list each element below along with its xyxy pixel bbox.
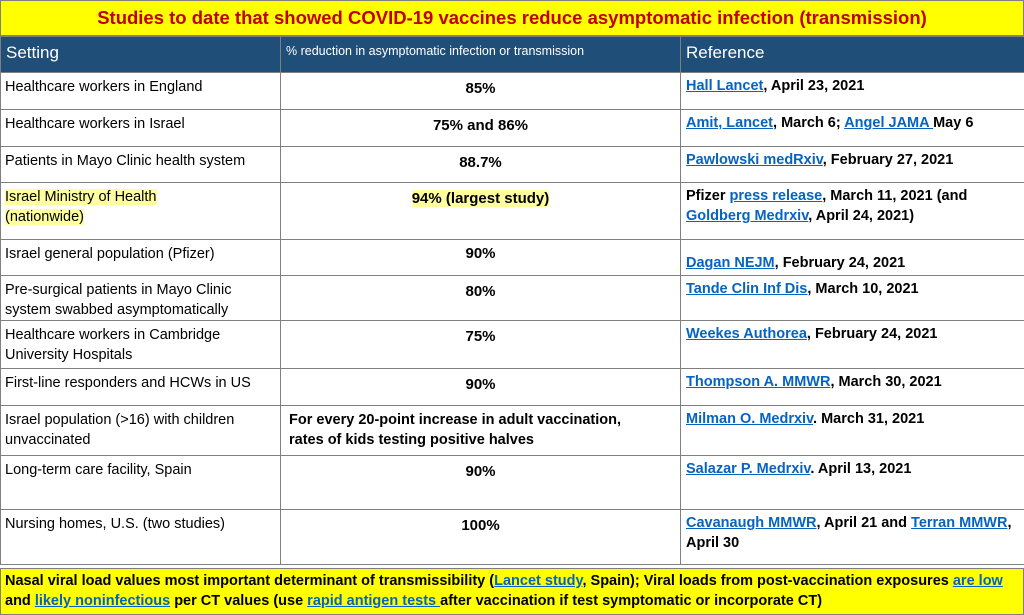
reference-cell bbox=[681, 510, 1024, 565]
footer-text: , Spain); Viral loads from post-vaccination exposures bbox=[582, 573, 953, 589]
setting-cell: Healthcare workers in Cambridge University Hospitals bbox=[1, 321, 281, 369]
reference-text: , March 10, 2021 bbox=[807, 281, 919, 297]
reference-link[interactable]: press release bbox=[729, 188, 823, 204]
table-header-row bbox=[1, 37, 1024, 73]
reference-link[interactable]: Cavanaugh MMWR bbox=[686, 515, 817, 531]
reference-text: , April 24, 2021) bbox=[808, 208, 915, 224]
reference-link[interactable]: Terran MMWR bbox=[911, 515, 1008, 531]
reduction-cell: 90% bbox=[281, 240, 681, 276]
reference-link[interactable]: Weekes Authorea bbox=[686, 326, 807, 342]
reduction-cell: For every 20-point increase in adult vaccination, rates of kids testing positive halves bbox=[281, 406, 681, 456]
setting-cell: Healthcare workers in England bbox=[1, 73, 281, 110]
reference-text: , March 11, 2021 (and bbox=[822, 188, 968, 204]
reference-link[interactable]: Tande Clin Inf Dis bbox=[686, 281, 808, 297]
reference-cell bbox=[681, 240, 1024, 276]
reference-link[interactable]: Goldberg Medrxiv bbox=[686, 208, 809, 224]
reference-text: , April 30 bbox=[686, 515, 1012, 551]
reference-text: , February 27, 2021 bbox=[822, 152, 954, 168]
footer-text: and bbox=[5, 593, 35, 609]
column-header-setting: Setting bbox=[1, 37, 281, 73]
reference-link[interactable]: Salazar P. Medrxiv bbox=[686, 461, 811, 477]
reduction-cell bbox=[281, 183, 681, 240]
reference-text: , March 6; bbox=[773, 115, 845, 131]
reduction-cell: 80% bbox=[281, 276, 681, 321]
table-row bbox=[1, 456, 1024, 510]
setting-cell: First-line responders and HCWs in US bbox=[1, 369, 281, 406]
reduction-cell: 88.7% bbox=[281, 147, 681, 183]
reference-cell bbox=[681, 369, 1024, 406]
setting-cell: Pre-surgical patients in Mayo Clinic system swabbed asymptomatically bbox=[1, 276, 281, 321]
table-row bbox=[1, 73, 1024, 110]
highlighted-reduction-text: 94% (largest study) bbox=[411, 190, 550, 207]
table-row bbox=[1, 369, 1024, 406]
table-row bbox=[1, 110, 1024, 147]
reference-cell bbox=[681, 456, 1024, 510]
table-row bbox=[1, 510, 1024, 565]
table-row bbox=[1, 406, 1024, 456]
reference-cell bbox=[681, 147, 1024, 183]
page-title: Studies to date that showed COVID-19 vaccines reduce asymptomatic infection (transmission) bbox=[0, 0, 1024, 36]
reference-text: May 6 bbox=[933, 115, 974, 131]
setting-cell: Healthcare workers in Israel bbox=[1, 110, 281, 147]
reference-text: , April 23, 2021 bbox=[763, 78, 865, 94]
footer-link[interactable]: rapid antigen tests bbox=[307, 593, 441, 609]
footer-text: Nasal viral load values most important determinant of transmissibility ( bbox=[5, 573, 495, 589]
studies-table bbox=[0, 36, 1024, 565]
reduction-cell: 100% bbox=[281, 510, 681, 565]
reference-link[interactable]: Amit, Lancet bbox=[686, 115, 774, 131]
footer-text: after vaccination if test symptomatic or incorporate CT) bbox=[440, 593, 823, 609]
footer-link[interactable]: likely noninfectious bbox=[34, 593, 171, 609]
reduction-cell: 75% and 86% bbox=[281, 110, 681, 147]
highlighted-setting-text: Israel Ministry of Health (nationwide) bbox=[5, 189, 157, 225]
reduction-cell: 75% bbox=[281, 321, 681, 369]
reference-link[interactable]: Angel JAMA bbox=[844, 115, 934, 131]
footer-link[interactable]: are low bbox=[952, 573, 1003, 589]
reference-link[interactable]: Hall Lancet bbox=[686, 78, 764, 94]
reference-cell bbox=[681, 406, 1024, 456]
table-row bbox=[1, 147, 1024, 183]
reference-text: , February 24, 2021 bbox=[806, 326, 938, 342]
reference-link[interactable]: Milman O. Medrxiv bbox=[686, 411, 814, 427]
footer-text: per CT values (use bbox=[170, 593, 308, 609]
column-header-reduction: % reduction in asymptomatic infection or transmission bbox=[281, 37, 681, 73]
setting-cell: Nursing homes, U.S. (two studies) bbox=[1, 510, 281, 565]
table-row bbox=[1, 276, 1024, 321]
footer-link[interactable]: Lancet study bbox=[494, 573, 583, 589]
reference-text: , March 30, 2021 bbox=[830, 374, 942, 390]
setting-cell bbox=[1, 183, 281, 240]
reference-text: Pfizer bbox=[686, 188, 730, 204]
table-row bbox=[1, 240, 1024, 276]
setting-cell: Israel general population (Pfizer) bbox=[1, 240, 281, 276]
reference-link[interactable]: Thompson A. MMWR bbox=[686, 374, 831, 390]
reference-cell bbox=[681, 276, 1024, 321]
reference-link[interactable]: Pawlowski medRxiv bbox=[686, 152, 823, 168]
reference-cell bbox=[681, 183, 1024, 240]
reference-text: , February 24, 2021 bbox=[774, 255, 906, 271]
table-row bbox=[1, 183, 1024, 240]
setting-cell: Israel population (>16) with children unvaccinated bbox=[1, 406, 281, 456]
reference-link[interactable]: Dagan NEJM bbox=[686, 255, 775, 271]
reference-text: . April 13, 2021 bbox=[810, 461, 912, 477]
reduction-cell: 90% bbox=[281, 456, 681, 510]
setting-cell: Patients in Mayo Clinic health system bbox=[1, 147, 281, 183]
table-row bbox=[1, 321, 1024, 369]
transmissibility-note bbox=[0, 568, 1024, 615]
reference-cell bbox=[681, 73, 1024, 110]
reduction-cell: 85% bbox=[281, 73, 681, 110]
column-header-reference: Reference bbox=[681, 37, 1024, 73]
reference-text: . March 31, 2021 bbox=[813, 411, 925, 427]
reference-cell bbox=[681, 321, 1024, 369]
reduction-cell: 90% bbox=[281, 369, 681, 406]
setting-cell: Long-term care facility, Spain bbox=[1, 456, 281, 510]
reference-text: , April 21 and bbox=[816, 515, 912, 531]
reference-cell bbox=[681, 110, 1024, 147]
